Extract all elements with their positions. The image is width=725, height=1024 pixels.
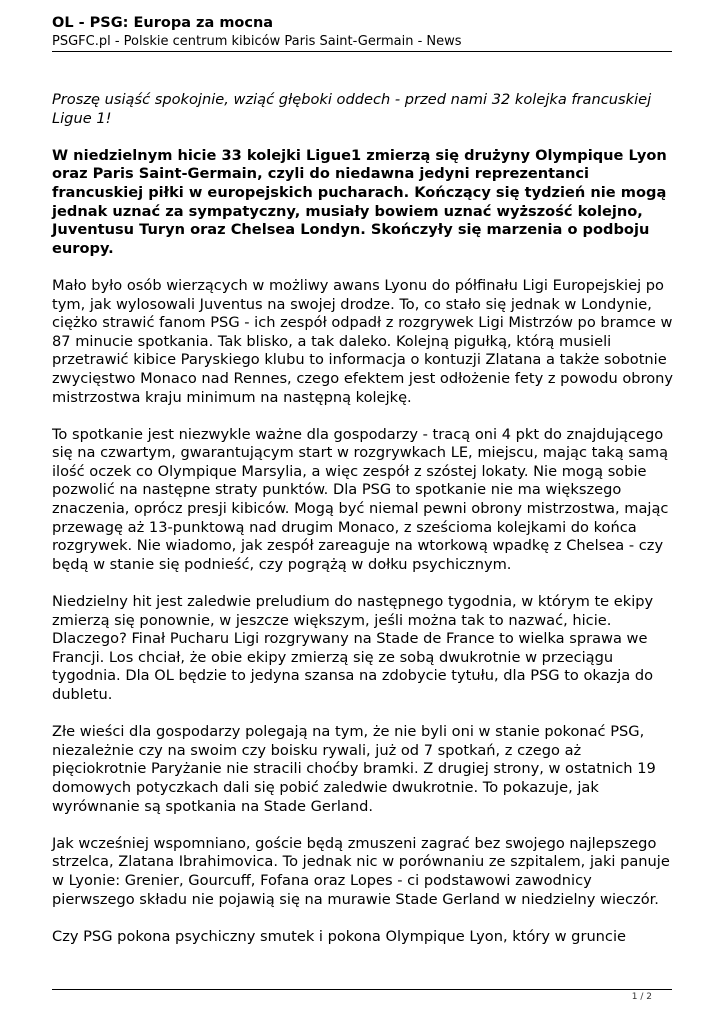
article-paragraph: Mało było osób wierzących w możliwy awans Lyonu do półfinału Ligi Europejskiej po tym, jak wylosowali Juventus na swojej drodze. To, co stało się jednak w Londynie, ciężko strawić fanom PSG - ich zespół odpadł z rozgrywek Ligi Mistrzów po bramce w 87 minucie spotkania. Tak blisko, a tak daleko. Kolejną pigułką, którą musieli przetrawić kibice Paryskiego klubu to informacja o kontuzji Zlatana a także sobotnie zwycięstwo Monaco nad Rennes, czego efektem jest odłożenie fety z powodu obrony mistrzostwa kraju minimum na następną kolejkę. [52, 276, 674, 406]
article-body [52, 91, 677, 965]
page-number: 1 / 2 [631, 992, 652, 1002]
article-paragraph: Złe wieści dla gospodarzy polegają na tym, że nie byli oni w stanie pokonać PSG, niezależnie czy na swoim czy boisku rywali, już od 7 spotkań, z czego aż pięciokrotnie Paryżanie nie stracili choćby bramki. Z drugiej strony, w ostatnich 19 domowych potyczkach dali się pobić zaledwie dwukrotnie. To pokazuje, jak wyrównanie są spotkania na Stade Gerland. [52, 723, 656, 815]
article-paragraph: Czy PSG pokona psychiczny smutek i pokona Olympique Lyon, który w gruncie [52, 927, 626, 945]
site-subtitle: PSGFC.pl - Polskie centrum kibiców Paris Saint-Germain - News [52, 34, 462, 49]
article-title: OL - PSG: Europa za mocna [52, 15, 274, 31]
article-intro: Proszę usiąść spokojnie, wziąć głęboki oddech - przed nami 32 kolejka francuskiej Ligue 1! [52, 91, 652, 127]
document-header [52, 14, 672, 50]
article-paragraph: Jak wcześniej wspomniano, goście będą zmuszeni zagrać bez swojego najlepszego strzelca, Zlatana Ibrahimovica. To jednak nic w porównaniu ze szpitalem, jaki panuje w Lyonie: Grenier, Gourcuff, Fofana oraz Lopes - ci podstawowi zawodnicy pierwszego składu nie pojawią się na murawie Stade Gerland w niedzielny wieczór. [52, 834, 670, 908]
header-divider [52, 51, 672, 52]
article-paragraph: To spotkanie jest niezwykle ważne dla gospodarzy - tracą oni 4 pkt do znajdującego się na czwartym, gwarantującym start w rozgrywkach LE, miejscu, mając taką samą ilość oczek co Olympique Marsylia, a więc zespół z szóstej lokaty. Nie mogą sobie pozwolić na następne straty punktów. Dla PSG to spotkanie nie ma większego znaczenia, oprócz presji kibiców. Mogą być niemal pewni obrony mistrzostwa, mając przewagę aż 13-punktową nad drugim Monaco, z sześcioma kolejkami do końca rozgrywek. Nie wiadomo, jak zespół zareaguje na wtorkową wpadkę z Chelsea - czy będą w stanie się podnieść, czy pogrążą w dołku psychicznym. [52, 425, 669, 573]
footer-divider [52, 989, 672, 990]
article-paragraph: Niedzielny hit jest zaledwie preludium do następnego tygodnia, w którym te ekipy zmierzą się ponownie, w jeszcze większym, jeśli można tak to nazwać, hicie. Dlaczego? Finał Pucharu Ligi rozgrywany na Stade de France to wielka sprawa we Francji. Los chciał, że obie ekipy zmierzą się ze sobą dwukrotnie w przeciągu tygodnia. Dla OL będzie to jedyna szansa na zdobycie tytułu, dla PSG to okazja do dubletu. [52, 593, 654, 703]
article-lead: W niedzielnym hicie 33 kolejki Ligue1 zmierzą się drużyny Olympique Lyon oraz Paris Saint-Germain, czyli do niedawna jedyni reprezentanci francuskiej piłki w europejskich pucharach. Kończący się tydzień nie mogą jednak uznać za sympatyczny, musiały bowiem uznać wyższość kolejno, Juventusu Turyn oraz Chelsea Londyn. Skończyły się marzenia o podboju europy. [52, 146, 667, 257]
